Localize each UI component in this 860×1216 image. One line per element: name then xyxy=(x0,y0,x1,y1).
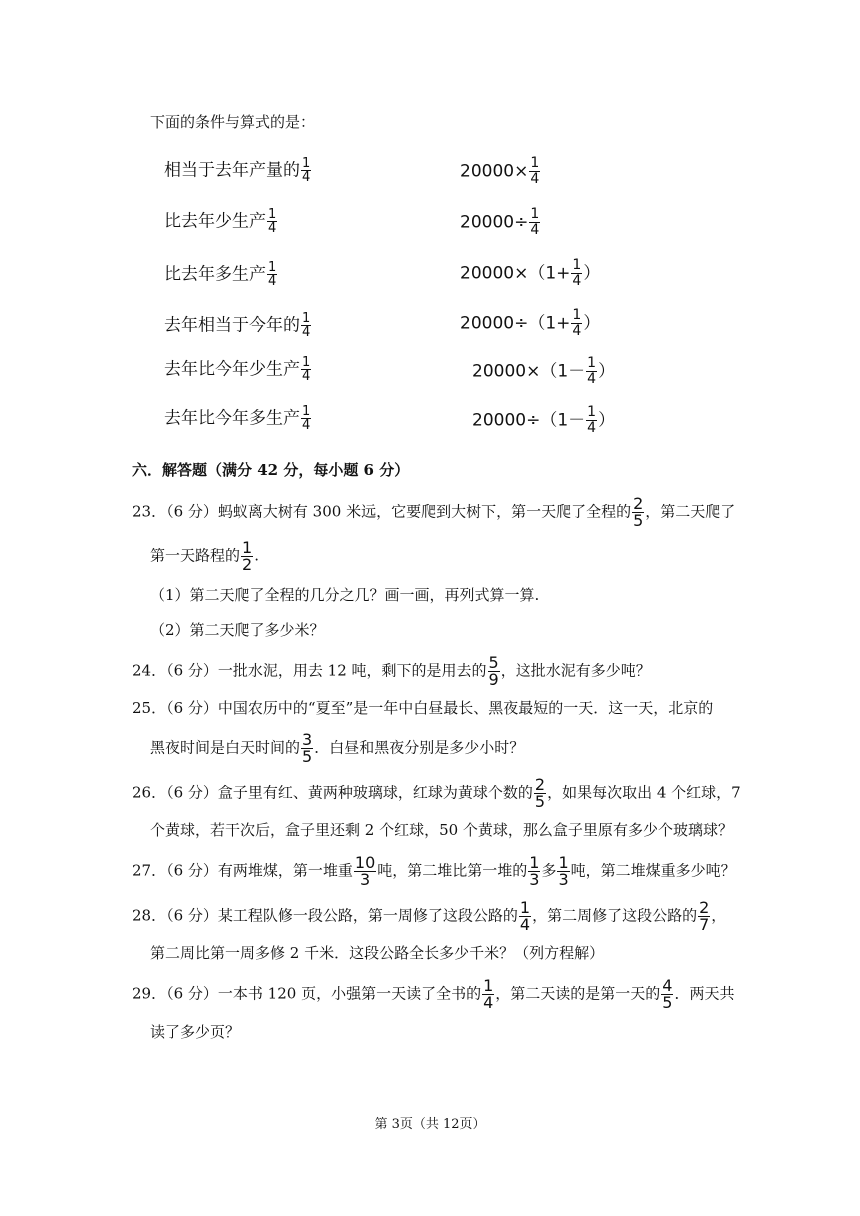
expression-6: 20000÷（1－ $\frac{1}{4}$ ） xyxy=(472,404,616,436)
condition-6: 去年比今年多生产 $\frac{1}{4}$ xyxy=(164,404,311,433)
condition-5: 去年比今年少生产 $\frac{1}{4}$ xyxy=(164,355,311,384)
question-28-line1: 28．（6 分）某工程队修一段公路，第一周修了这段公路的 $\frac{1}{4}$ ，第二周修了这段公路的 $\frac{2}{7}$ ， xyxy=(132,898,727,934)
question-25-line2: 黑夜时间是白天时间的 $\frac{3}{5}$ ．白昼和黑夜分别是多少小时？ xyxy=(150,730,525,766)
question-23-line1: 23．（6 分）蚂蚁离大树有 300 米远，它要爬到大树下，第一天爬了全程的 $\frac{2}{5}$ ，第二天爬了 xyxy=(132,494,736,530)
question-23-sub2: （2）第二天爬了多少米？ xyxy=(150,621,325,639)
expression-2: 20000÷ $\frac{1}{4}$ xyxy=(460,206,540,238)
question-28-line2: 第二周比第一周多修 2 千米．这段公路全长多少千米？（列方程解） xyxy=(150,944,605,962)
question-23-line2: 第一天路程的 $\frac{1}{2}$ . xyxy=(150,538,259,574)
question-26-line1: 26．（6 分）盒子里有红、黄两种玻璃球，红球为黄球个数的 $\frac{2}{5}$ ，如果每次取出 4 个红球，7 xyxy=(132,775,741,811)
question-29-line1: 29．（6 分）一本书 120 页，小强第一天读了全书的 $\frac{1}{4}$ ，第二天读的是第一天的 $\frac{4}{5}$ ．两天共 xyxy=(132,976,735,1012)
condition-4: 去年相当于今年的 $\frac{1}{4}$ xyxy=(164,311,311,340)
question-25-line1: 25．（6 分）中国农历中的“夏至”是一年中白昼最长、黑夜最短的一天．这一天，北京的 xyxy=(132,699,714,717)
question-26-line2: 个黄球，若干次后，盒子里还剩 2 个红球，50 个黄球，那么盒子里原有多少个玻璃球？ xyxy=(150,821,733,839)
condition-3: 比去年多生产 $\frac{1}{4}$ xyxy=(164,260,277,289)
question-23-sub1: （1）第二天爬了全程的几分之几？画一画，再列式算一算. xyxy=(150,586,540,604)
expression-3: 20000×（1+ $\frac{1}{4}$ ） xyxy=(460,257,601,289)
question-27: 27．（6 分）有两堆煤，第一堆重 $\frac{10}{3}$ 吨，第二堆比第一堆的 $\frac{1}{3}$ 多 $\frac{1}{3}$ 吨，第二堆煤重多少吨？ xyxy=(132,853,736,889)
section-title: 六．解答题（满分 42 分，每小题 6 分） xyxy=(132,461,410,479)
intro-text: 下面的条件与算式的是： xyxy=(150,113,316,131)
expression-1: 20000× $\frac{1}{4}$ xyxy=(460,155,540,187)
expression-4: 20000÷（1+ $\frac{1}{4}$ ） xyxy=(460,307,601,339)
question-24: 24．（6 分）一批水泥，用去 12 吨，剩下的是用去的 $\frac{5}{9}$ ，这批水泥有多少吨？ xyxy=(132,653,651,689)
condition-2: 比去年少生产 $\frac{1}{4}$ xyxy=(164,207,277,236)
expression-5: 20000×（1－ $\frac{1}{4}$ ） xyxy=(472,355,616,387)
question-29-line2: 读了多少页？ xyxy=(150,1023,241,1041)
page-footer: 第 3页（共 12页） xyxy=(374,1117,486,1132)
condition-1: 相当于去年产量的 $\frac{1}{4}$ xyxy=(164,156,311,185)
